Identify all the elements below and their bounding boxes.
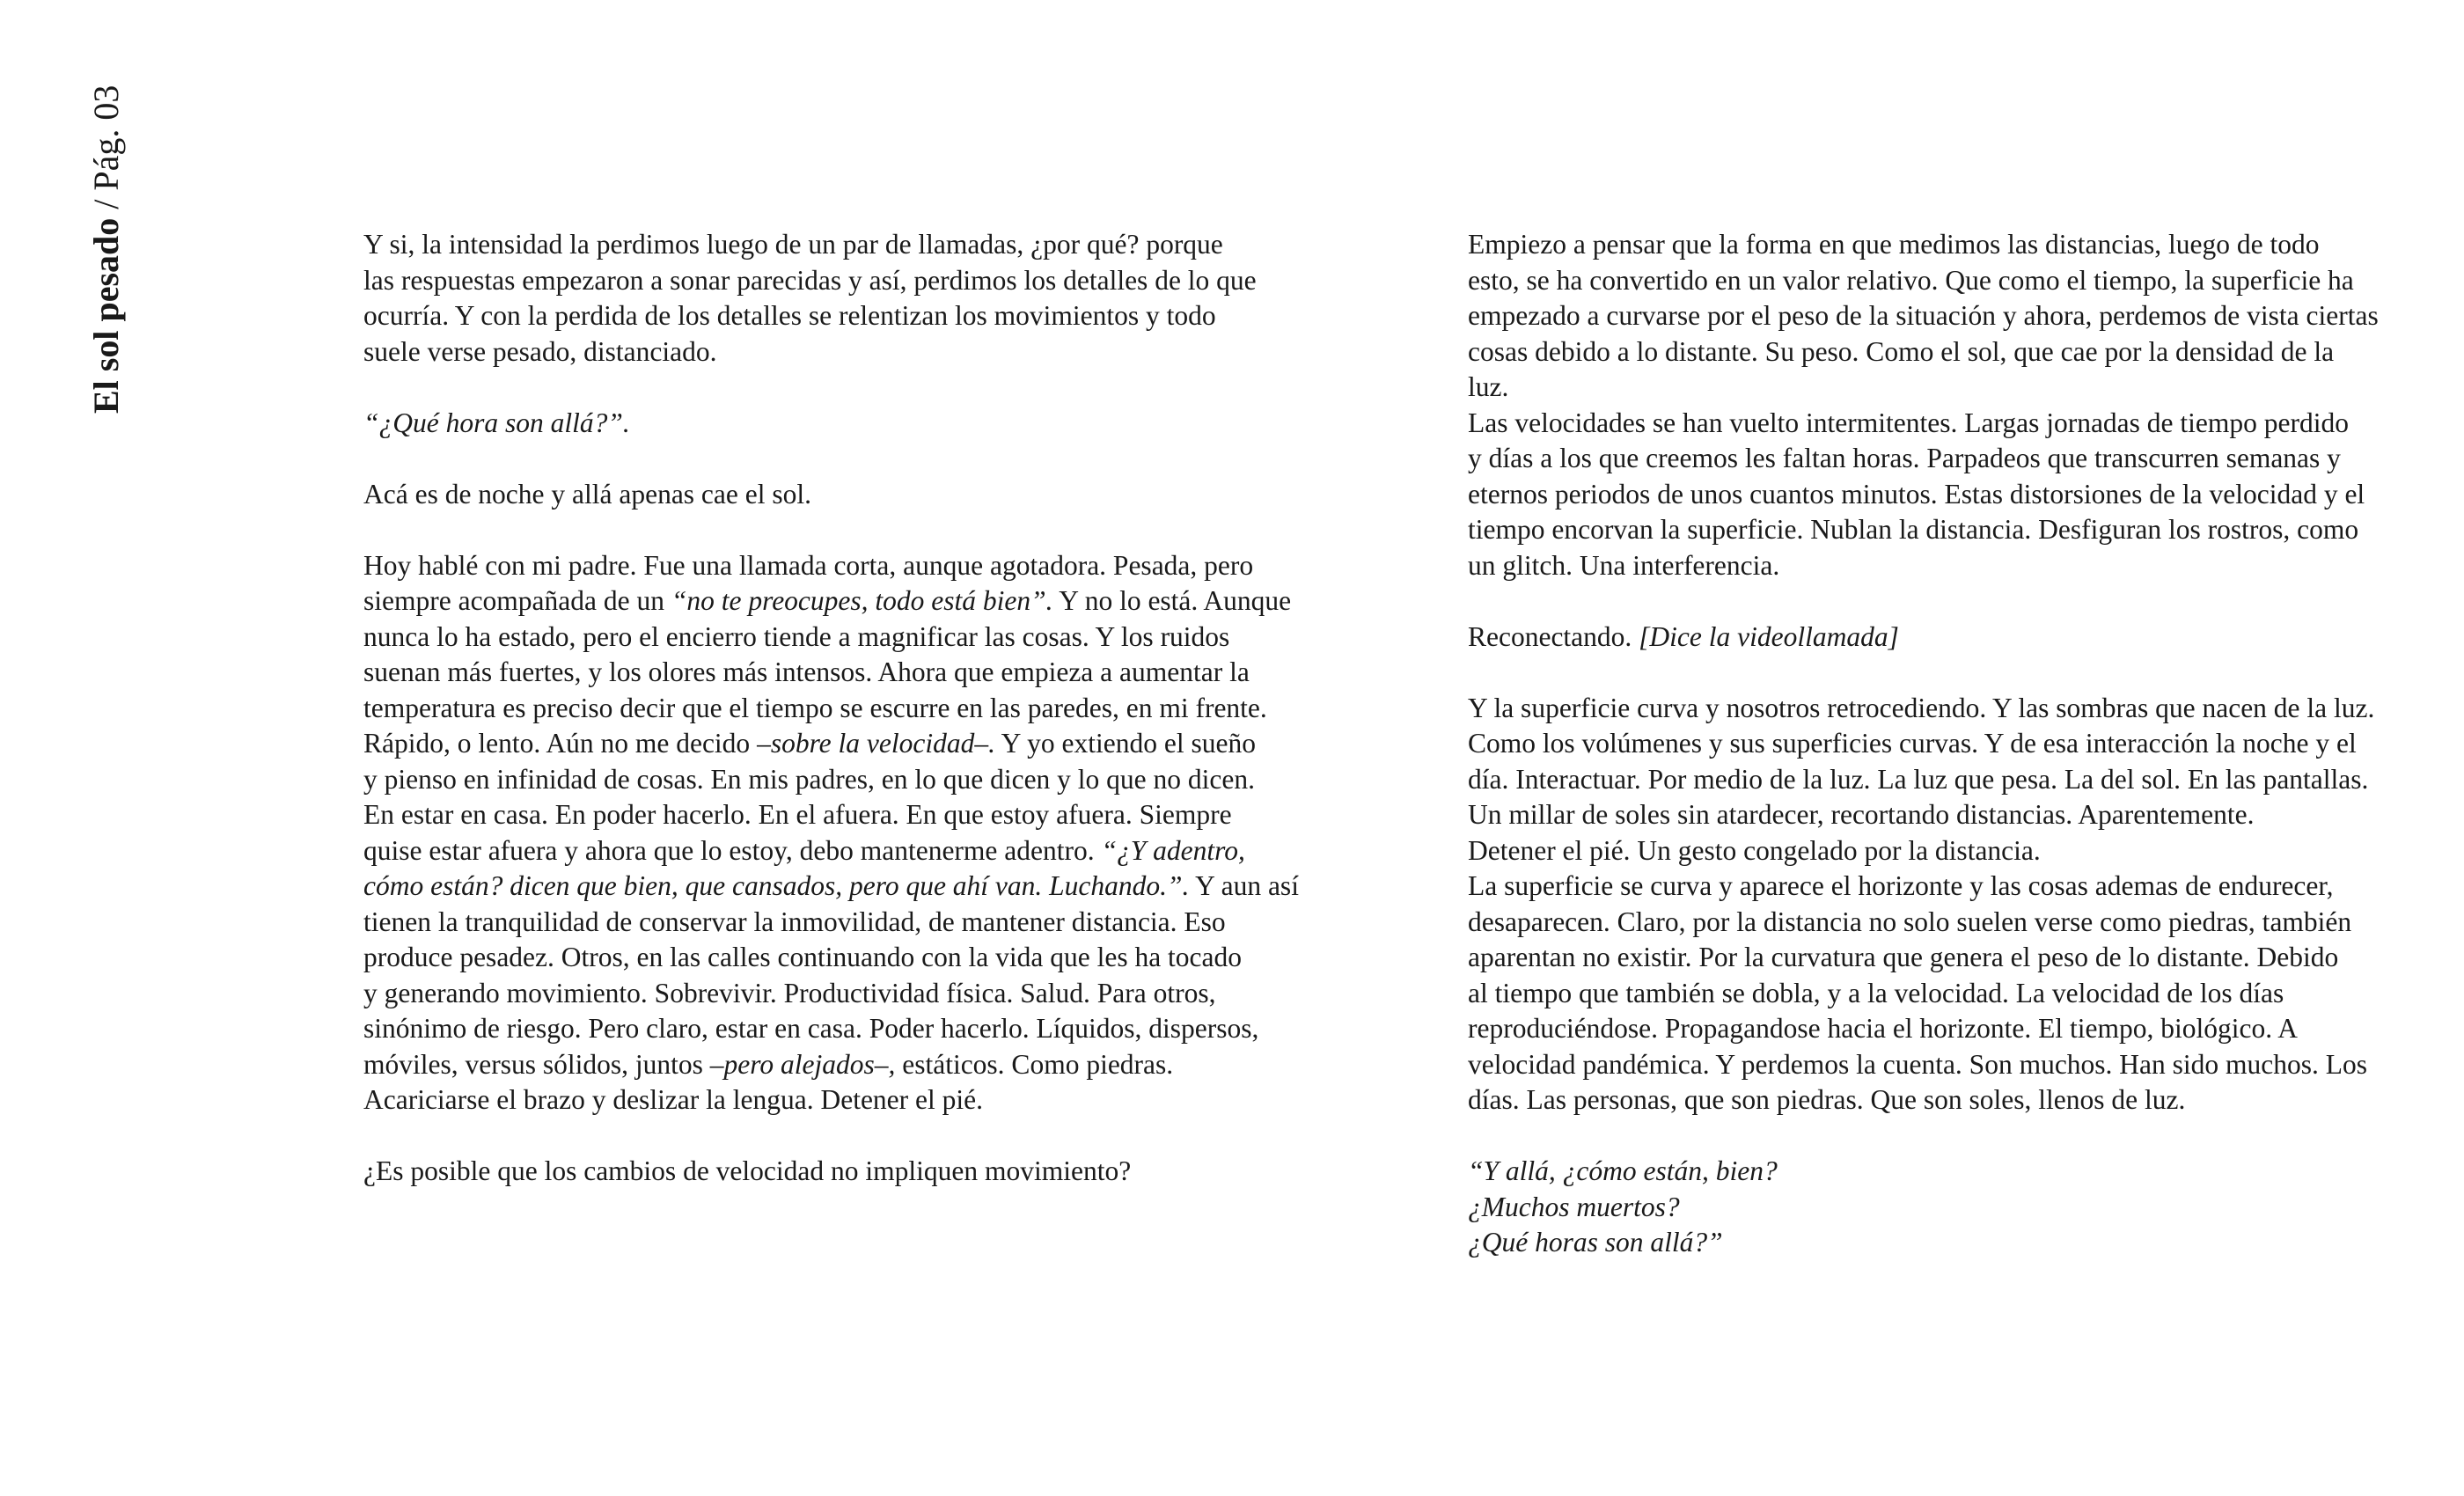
italic-aside: –sobre la velocidad–. <box>757 728 995 759</box>
paragraph-line: y días a los que creemos les faltan horas. Parpadeos que transcurren semanas y <box>1468 443 2341 473</box>
paragraph-line: Como los volúmenes y sus superficies curvas. Y de esa interacción la noche y el <box>1468 728 2357 759</box>
line-text: Reconectando. <box>1468 620 1639 652</box>
line-text: Y aun así <box>1189 870 1299 901</box>
paragraph-line: días. Las personas, que son piedras. Que son soles, llenos de luz. <box>1468 1084 2186 1115</box>
paragraph-line: temperatura es preciso decir que el tiempo se escurre en las paredes, en mi frente. <box>363 692 1267 723</box>
running-header <box>85 85 128 414</box>
paragraph-line <box>363 583 1296 620</box>
paragraph-spacer <box>1468 1118 2401 1155</box>
paragraph-line: suenan más fuertes, y los olores más intensos. Ahora que empieza a aumentar la <box>363 656 1250 687</box>
paragraph-line: aparentan no existir. Por la curvatura que genera el peso de lo distante. Debido <box>1468 942 2339 972</box>
paragraph-line <box>363 726 1296 762</box>
paragraph-line <box>363 1047 1296 1083</box>
paragraph-line: Empiezo a pensar que la forma en que medimos las distancias, luego de todo <box>1468 229 2320 260</box>
line-text: quise estar afuera y ahora que lo estoy, debo mantenerme adentro. <box>363 834 1102 866</box>
italic-quote: cómo están? dicen que bien, que cansados, pero que ahí van. Luchando.”. <box>363 870 1190 901</box>
page-number: Pág. 03 <box>86 84 126 191</box>
paragraph-line: empezado a curvarse por el peso de la situación y ahora, perdemos de vista ciertas <box>1468 300 2379 331</box>
paragraph-spacer <box>1468 583 2401 620</box>
paragraph-line <box>363 869 1299 905</box>
paragraph-line: suele verse pesado, distanciado. <box>363 335 717 367</box>
paragraph-line: cosas debido a lo distante. Su peso. Como el sol, que cae por la densidad de la <box>1468 335 2335 367</box>
paragraph-line: las respuestas empezaron a sonar parecidas y así, perdimos los detalles de lo que <box>363 264 1257 296</box>
paragraph-line: velocidad pandémica. Y perdemos la cuenta. Son muchos. Han sido muchos. Los <box>1468 1048 2368 1080</box>
paragraph-spacer <box>363 1118 1296 1155</box>
paragraph-line: Detener el pié. Un gesto congelado por la distancia. <box>1468 834 2041 866</box>
paragraph-line: produce pesadez. Otros, en las calles continuando con la vida que les ha tocado <box>363 942 1243 972</box>
paragraph-spacer <box>363 370 1296 406</box>
paragraph-line <box>1468 620 2401 656</box>
paragraph-line: y generando movimiento. Sobrevivir. Productividad física. Salud. Para otros, <box>363 977 1216 1008</box>
quote-line: ¿Qué horas son allá?” <box>1468 1227 1723 1258</box>
document-title: El sol pesado <box>86 217 126 414</box>
line-text: Rápido, o lento. Aún no me decido <box>363 728 758 759</box>
paragraph-line: un glitch. Una interferencia. <box>1468 549 1780 581</box>
paragraph-line: En estar en casa. En poder hacerlo. En el afuera. En que estoy afuera. Siempre <box>363 799 1232 830</box>
paragraph-line: Y la superficie curva y nosotros retrocediendo. Y las sombras que nacen de la luz. <box>1468 692 2375 723</box>
paragraph-spacer <box>1468 655 2401 691</box>
paragraph-line: esto, se ha convertido en un valor relativo. Que como el tiempo, la superficie ha <box>1468 264 2354 296</box>
paragraph-spacer <box>363 512 1296 548</box>
paragraph-line: Y si, la intensidad la perdimos luego de un par de llamadas, ¿por qué? porque <box>363 229 1223 260</box>
paragraph-line: Acá es de noche y allá apenas cae el sol. <box>363 478 811 510</box>
line-text: Y yo extiendo el sueño <box>994 728 1256 759</box>
line-text: móviles, versus sólidos, juntos <box>363 1048 710 1080</box>
paragraph-line: ocurría. Y con la perdida de los detalles se relentizan los movimientos y todo <box>363 300 1216 331</box>
left-text-column <box>363 227 1299 1190</box>
quote-line: “Y allá, ¿cómo están, bien? <box>1468 1155 1778 1186</box>
paragraph-line: Un millar de soles sin atardecer, recortando distancias. Aparentemente. <box>1468 799 2255 830</box>
paragraph-line: tienen la tranquilidad de conservar la inmovilidad, de mantener distancia. Eso <box>363 906 1226 937</box>
line-text: Y no lo está. Aunque <box>1052 585 1292 616</box>
header-separator: / <box>86 190 126 218</box>
paragraph-line: Hoy hablé con mi padre. Fue una llamada corta, aunque agotadora. Pesada, pero <box>363 549 1254 581</box>
quote-line: “¿Qué hora son allá?”. <box>363 407 630 438</box>
italic-aside: [Dice la videollamada] <box>1639 620 1899 652</box>
paragraph-line <box>363 833 1296 869</box>
italic-quote: “¿Y adentro, <box>1101 834 1245 866</box>
paragraph-line: ¿Es posible que los cambios de velocidad no impliquen movimiento? <box>363 1155 1132 1186</box>
paragraph-line: reproduciéndose. Propagandose hacia el horizonte. El tiempo, biológico. A <box>1468 1013 2298 1044</box>
paragraph-line: día. Interactuar. Por medio de la luz. La luz que pesa. La del sol. En las pantallas. <box>1468 763 2369 795</box>
paragraph-line: eternos periodos de unos cuantos minutos. Estas distorsiones de la velocidad y el <box>1468 478 2365 510</box>
italic-quote: “no te preocupes, todo está bien”. <box>671 585 1053 616</box>
paragraph-line: nunca lo ha estado, pero el encierro tiende a magnificar las cosas. Y los ruidos <box>363 620 1230 652</box>
paragraph-line: tiempo encorvan la superficie. Nublan la distancia. Desfiguran los rostros, como <box>1468 514 2359 545</box>
paragraph-line: y pienso en infinidad de cosas. En mis padres, en lo que dicen y lo que no dicen. <box>363 763 1255 795</box>
paragraph-line: Las velocidades se han vuelto intermitentes. Largas jornadas de tiempo perdido <box>1468 407 2349 438</box>
paragraph-line: al tiempo que también se dobla, y a la velocidad. La velocidad de los días <box>1468 977 2284 1008</box>
paragraph-line: Acariciarse el brazo y deslizar la lengua. Detener el pié. <box>363 1084 983 1115</box>
italic-aside: –pero alejados–, <box>709 1048 896 1080</box>
line-text: siempre acompañada de un <box>363 585 671 616</box>
right-text-column <box>1468 227 2401 1261</box>
quote-line: ¿Muchos muertos? <box>1468 1191 1680 1222</box>
paragraph-spacer <box>363 441 1296 477</box>
paragraph-line: luz. <box>1468 371 1509 402</box>
line-text: estáticos. Como piedras. <box>895 1048 1174 1080</box>
paragraph-line: La superficie se curva y aparece el horizonte y las cosas ademas de endurecer, <box>1468 870 2334 901</box>
paragraph-line: desaparecen. Claro, por la distancia no solo suelen verse como piedras, también <box>1468 906 2352 937</box>
paragraph-line: sinónimo de riesgo. Pero claro, estar en casa. Poder hacerlo. Líquidos, dispersos, <box>363 1013 1259 1044</box>
